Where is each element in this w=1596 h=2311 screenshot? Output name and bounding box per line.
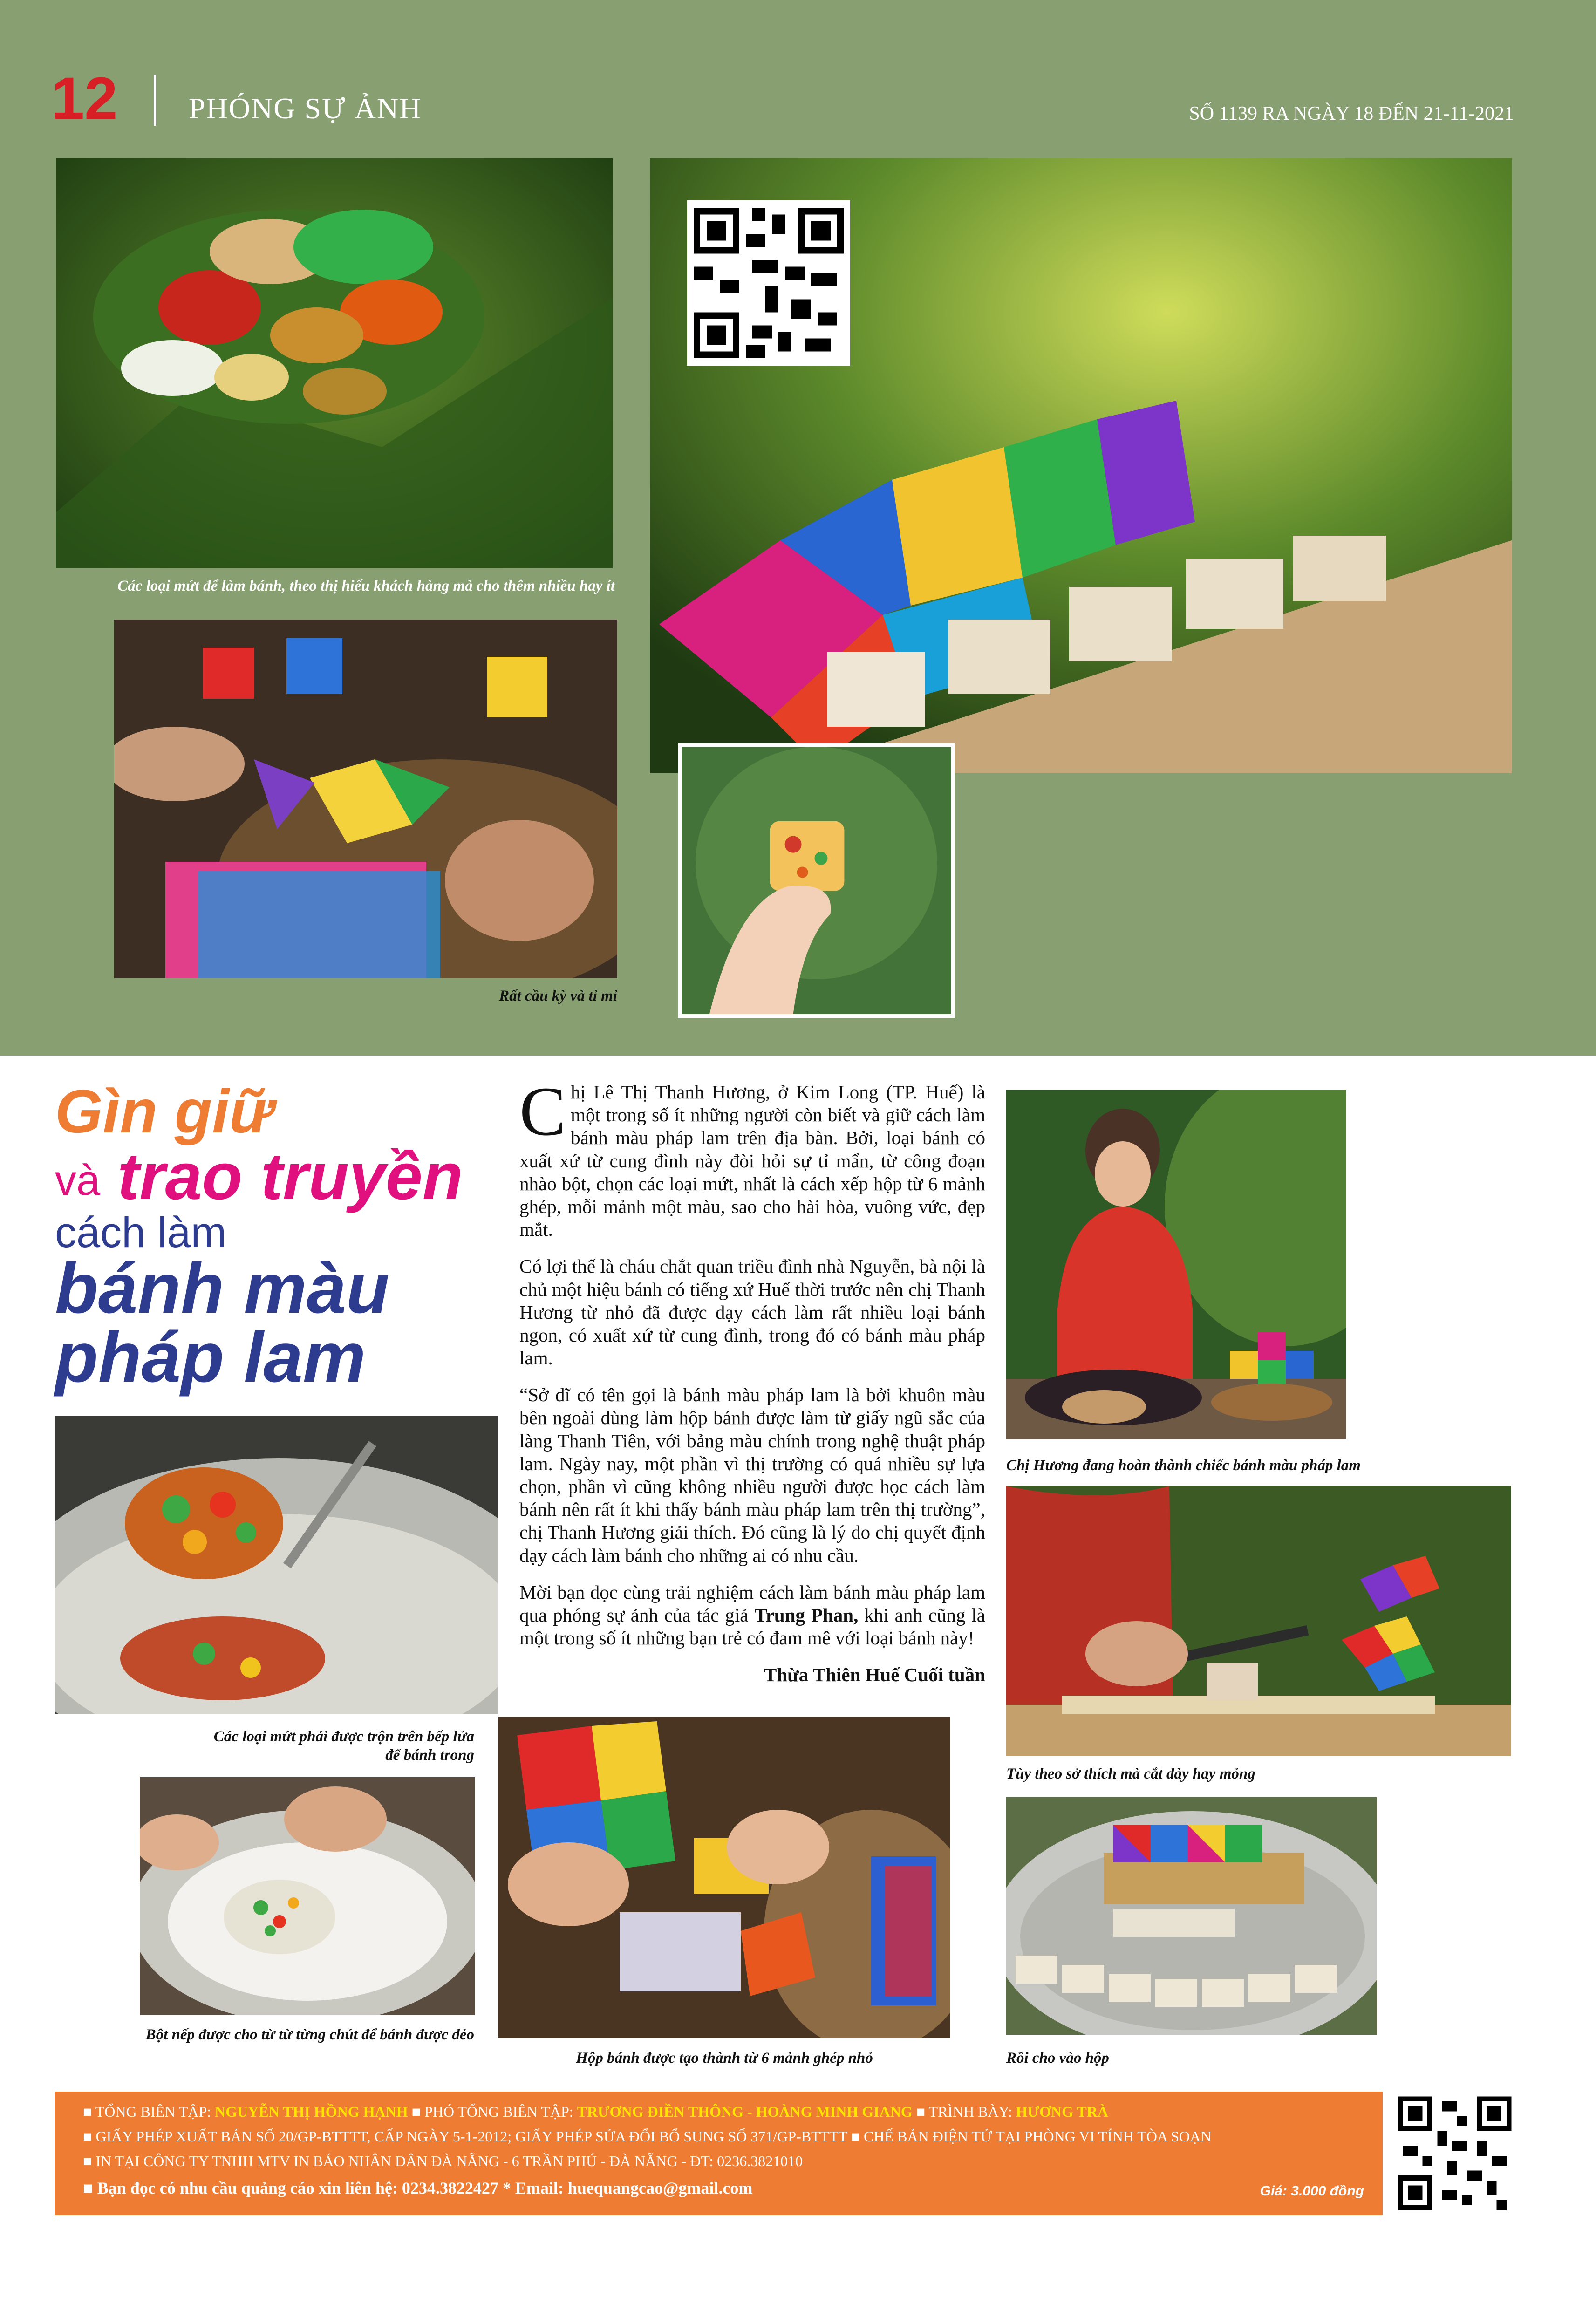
footer-masthead [55,2092,1383,2215]
article-paragraph-3: “Sở dĩ có tên gọi là bánh màu pháp lam là bởi khuôn màu bên ngoài dùng làm hộp bánh được làm từ giấy ngũ sắc của làng Thanh Tiên, với bảng màu chính trong nghệ thuật pháp lam. Ngày nay, một phần vì thị trường có quá nhiều sự lựa chọn, phần vì cũng không nhiều người được học cách làm bánh nên rất ít khi thấy bánh màu pháp lam trên thị trường”, chị Thanh Hương giải thích. Đó cũng là lý do chị quyết định dạy cách làm bánh cho những ai có nhu cầu. [519,1384,985,1566]
drop-cap: C [519,1073,566,1150]
title-line-3: cách làm [55,1209,227,1256]
article-paragraph-1: Chị Lê Thị Thanh Hương, ở Kim Long (TP. Huế) là một trong số ít những người còn biết và giữ cách làm bánh màu pháp lam trên địa bàn. Bởi, loại bánh có xuất xứ từ cung đình này đòi hỏi sự tỉ mẩn, từ công đoạn nhào bột, chọn các loại mứt, nhất là cách xếp hộp từ 6 mảnh ghép, mỗi mảnh một màu, sao cho hài hòa, vuông vức, đẹp mắt. [519,1073,985,1241]
title-line-4: bánh màu [55,1249,389,1328]
caption-tron-1: Các loại mứt phải được trộn trên bếp lửa [213,1728,474,1745]
caption-vao-hop: Rồi cho vào hộp [1006,2050,1109,2066]
deputy-editors: TRƯƠNG ĐIỀN THÔNG - HOÀNG MINH GIANG [577,2103,913,2120]
photo-boxed-cakes [1006,1797,1377,2035]
caption-tron-2: để bánh trong [385,1747,474,1764]
footer-line-license: ■ GIẤY PHÉP XUẤT BẢN SỐ 20/GP-BTTTT, CẤP NGÀY 5-1-2012; GIẤY PHÉP SỬA ĐỔI BỔ SUNG SỐ 371/GP-BTTTT ■ CHẾ BẢN ĐIỆN TỬ TẠI PHÒNG VI TÍNH TÒA SOẠN [83,2128,1212,2145]
title-line-5: pháp lam [55,1318,366,1397]
article-paragraph-4: Mời bạn đọc cùng trải nghiệm cách làm bánh màu pháp lam qua phóng sự ảnh của tác giả Trung Phan, khi anh cũng là một trong số ít những bạn trẻ có đam mê với loại bánh này! [519,1581,985,1649]
caption-bot-nep: Bột nếp được cho từ từ từng chút để bánh được dẻo [145,2026,474,2043]
qr-code-top [687,200,850,366]
caption-cau-ky: Rất cầu kỳ và tỉ mỉ [499,988,617,1004]
article-paragraph-2: Có lợi thế là cháu chắt quan triều đình nhà Nguyễn, bà nội là chủ một hiệu bánh có tiếng xứ Huế thời trước nên chị Thanh Hương từ nhỏ đã được dạy cách làm rất nhiều loại bánh ngon, có xuất xứ từ cung đình, trong đó có bánh màu pháp lam. [519,1255,985,1369]
photo-stir-fry [55,1416,498,1714]
caption-chi-huong: Chị Hương đang hoàn thành chiếc bánh màu pháp lam [1006,1457,1361,1474]
title-line-2b: trao truyền [117,1139,463,1213]
title-line-1: Gìn giữ [55,1077,273,1145]
photo-hand-cake [678,743,955,1018]
issue-date: SỐ 1139 RA NGÀY 18 ĐẾN 21-11-2021 [1189,103,1514,124]
photo-cutting [1006,1486,1511,1756]
photo-candied-fruits [56,158,613,568]
header-divider [154,75,156,126]
editor-in-chief: NGUYỄN THỊ HỒNG HẠNH [215,2103,408,2120]
photo-making-box [498,1717,950,2038]
photo-rice-flour [140,1777,475,2015]
article-body [519,1073,985,1687]
photo-folding-paper [114,620,617,978]
author-name: Trung Phan, [754,1604,859,1626]
footer-line-printer: ■ IN TẠI CÔNG TY TNHH MTV IN BÁO NHÂN DÂN ĐÀ NẴNG - 6 TRẦN PHÚ - ĐÀ NẴNG - ĐT: 0236.3821010 [83,2153,803,2169]
title-line-2a: và [55,1157,101,1204]
caption-mut: Các loại mứt để làm bánh, theo thị hiếu khách hàng mà cho thêm nhiều hay ít [117,578,615,594]
footer-line-ads: ■ Bạn đọc có nhu cầu quảng cáo xin liên hệ: 0234.3822427 * Email: huequangcao@gmail.com [83,2179,753,2197]
section-title: PHÓNG SỰ ẢNH [189,92,422,125]
caption-hop-banh: Hộp bánh được tạo thành từ 6 mảnh ghép nhỏ [576,2050,873,2066]
page-number: 12 [51,65,118,132]
qr-code-footer [1393,2092,1516,2215]
footer-line-editors: ■ TỔNG BIÊN TẬP: NGUYỄN THỊ HỒNG HẠNH ■ PHÓ TỔNG BIÊN TẬP: TRƯƠNG ĐIỀN THÔNG - HOÀNG MINH GIANG ■ TRÌNH BÀY: HƯƠNG TRÀ [83,2103,1108,2120]
designer: HƯƠNG TRÀ [1016,2103,1108,2120]
caption-cat: Tùy theo sở thích mà cắt dày hay mỏng [1006,1766,1255,1782]
price-label: Giá: 3.000 đồng [1260,2183,1364,2199]
article-signature: Thừa Thiên Huế Cuối tuần [764,1664,985,1686]
photo-chi-huong [1006,1090,1346,1439]
